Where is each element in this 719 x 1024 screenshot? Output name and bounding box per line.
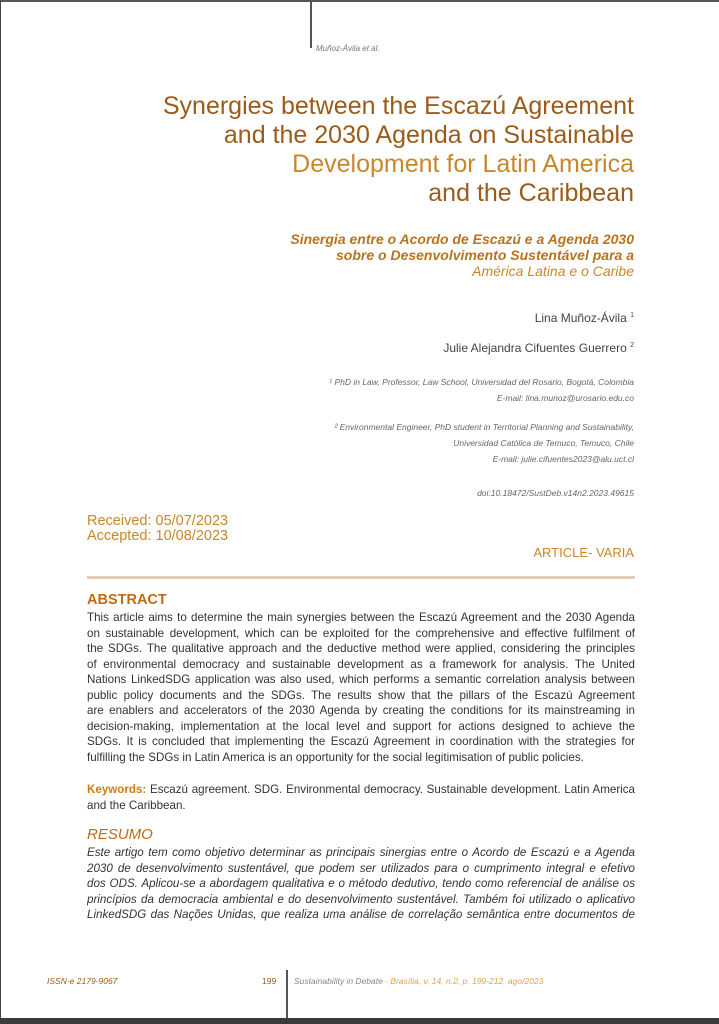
title-line: and the Caribbean	[428, 179, 634, 207]
author-sup: 1	[630, 312, 634, 319]
page-bottom-border	[0, 1018, 719, 1024]
keywords-label: Keywords:	[87, 783, 147, 796]
abstract-line: the SDGs. The qualitative approach and the deductive method were applied, considering the principles	[87, 642, 635, 655]
abstract-body	[87, 610, 635, 765]
author-name: Julie Alejandra Cifuentes Guerrero	[443, 341, 627, 355]
author-2	[443, 341, 634, 355]
abstract-line: fulfilling the SDGs in Latin America is an opportunity for the social legitimisation of public policies.	[87, 750, 584, 764]
affiliation-line: ² Environmental Engineer, PhD student in Territorial Planning and Sustainability,	[334, 422, 634, 432]
keywords-text: and the Caribbean.	[87, 798, 186, 812]
doi[interactable]: doi:10.18472/SustDeb.v14n2.2023.49615	[477, 488, 634, 498]
abstract-line: of environmental democracy and sustainable development as a framework for analysis. The United	[87, 657, 635, 671]
resumo-line: Este artigo tem como objetivo determinar as principais sinergias entre o Acordo de Escazú e a Agenda	[87, 846, 635, 859]
resumo-line: princípios da democracia ambiental e do desenvolvimento sustentável. Também foi utilizado o aplicativo	[87, 892, 635, 906]
author-1	[535, 311, 634, 325]
resumo-line: LinkedSDG das Nações Unidas, que realiza uma análise de correlação semântica entre documentos de	[87, 908, 635, 921]
author-sup: 2	[630, 342, 634, 349]
footer-divider	[286, 970, 288, 1018]
affiliation-email[interactable]: E-mail: julie.cifuentes2023@alu.uct.cl	[492, 454, 634, 464]
subtitle-line: Sinergia entre o Acordo de Escazú e a Agenda 2030	[290, 231, 634, 247]
affiliation-email[interactable]: E-mail: lina.munoz@urosario.edu.co	[496, 393, 634, 403]
abstract-line: decision-making, implementation at the local level and support for actions designed to achieve the	[87, 719, 635, 733]
abstract-heading: ABSTRACT	[87, 592, 167, 608]
abstract-line: on sustainable development, which can be exploited for the comprehensive and effective fulfilment of	[87, 626, 635, 640]
abstract-line: Nations LinkedSDG application was also used, which performs a semantic correlation analysis between	[87, 673, 635, 686]
page-left-edge	[0, 0, 1, 1024]
citation-details: - Brasília, v. 14, n.2, p. 199-212, ago/2023	[382, 976, 544, 986]
affiliation-line: ¹ PhD in Law, Professor, Law School, Universidad del Rosario, Bogotá, Colombia	[329, 377, 634, 387]
resumo-body	[87, 845, 635, 923]
page-top-border	[0, 0, 719, 2]
title-line: Synergies between the Escazú Agreement	[162, 92, 634, 120]
resumo-heading: RESUMO	[87, 826, 153, 843]
resumo-line: 2030 de desenvolvimento sustentável, que podem ser utilizados para o cumprimento integral e efetivo	[87, 861, 635, 875]
affiliation-2	[334, 419, 634, 467]
journal-name: Sustainability in Debate	[294, 976, 383, 986]
title-line: and the 2030 Agenda on Sustainable	[223, 121, 634, 149]
article-type: ARTICLE- VARIA	[533, 545, 634, 560]
subtitle-line: América Latina e o Caribe	[472, 263, 634, 279]
abstract-line: are enablers and accelerators of the 2030 Agenda by creating the conditions for its mainstreaming in	[87, 704, 635, 717]
abstract-line: SDGs. It is concluded that implementing the Escazú Agreement in coordination with the strategies for	[87, 735, 635, 748]
page-number: 199	[262, 976, 277, 986]
running-head: Muñoz-Ávila et al.	[316, 44, 380, 53]
article-subtitle	[290, 231, 634, 279]
footer-issn: ISSN-e 2179-9067	[47, 976, 118, 986]
header-divider	[310, 0, 312, 48]
footer-citation	[294, 976, 543, 986]
affiliation-line: Universidad Católica de Temuco, Temuco, Chile	[453, 438, 634, 448]
author-name: Lina Muñoz-Ávila	[534, 311, 627, 325]
accepted-date: Accepted: 10/08/2023	[87, 528, 229, 544]
keywords	[87, 782, 635, 813]
abstract-line: This article aims to determine the main synergies between the Escazú Agreement and the 2030 Agenda	[87, 611, 635, 624]
resumo-line: dos ODS. Aplicou-se a abordagem qualitativa e o método dedutivo, tendo como referencial de análise os	[87, 877, 635, 890]
keywords-text: Escazú agreement. SDG. Environmental democracy. Sustainable development. Latin America	[146, 783, 635, 796]
subtitle-line: sobre o Desenvolvimento Sustentável para a	[336, 247, 634, 263]
received-date: Received: 05/07/2023	[87, 513, 229, 529]
title-line: Development for Latin America	[292, 150, 634, 178]
affiliation-1	[329, 374, 634, 406]
article-title	[163, 92, 634, 208]
abstract-line: public policy documents and the SDGs. The results show that the pillars of the Escazú Agreement	[87, 688, 635, 702]
section-divider	[87, 576, 635, 579]
